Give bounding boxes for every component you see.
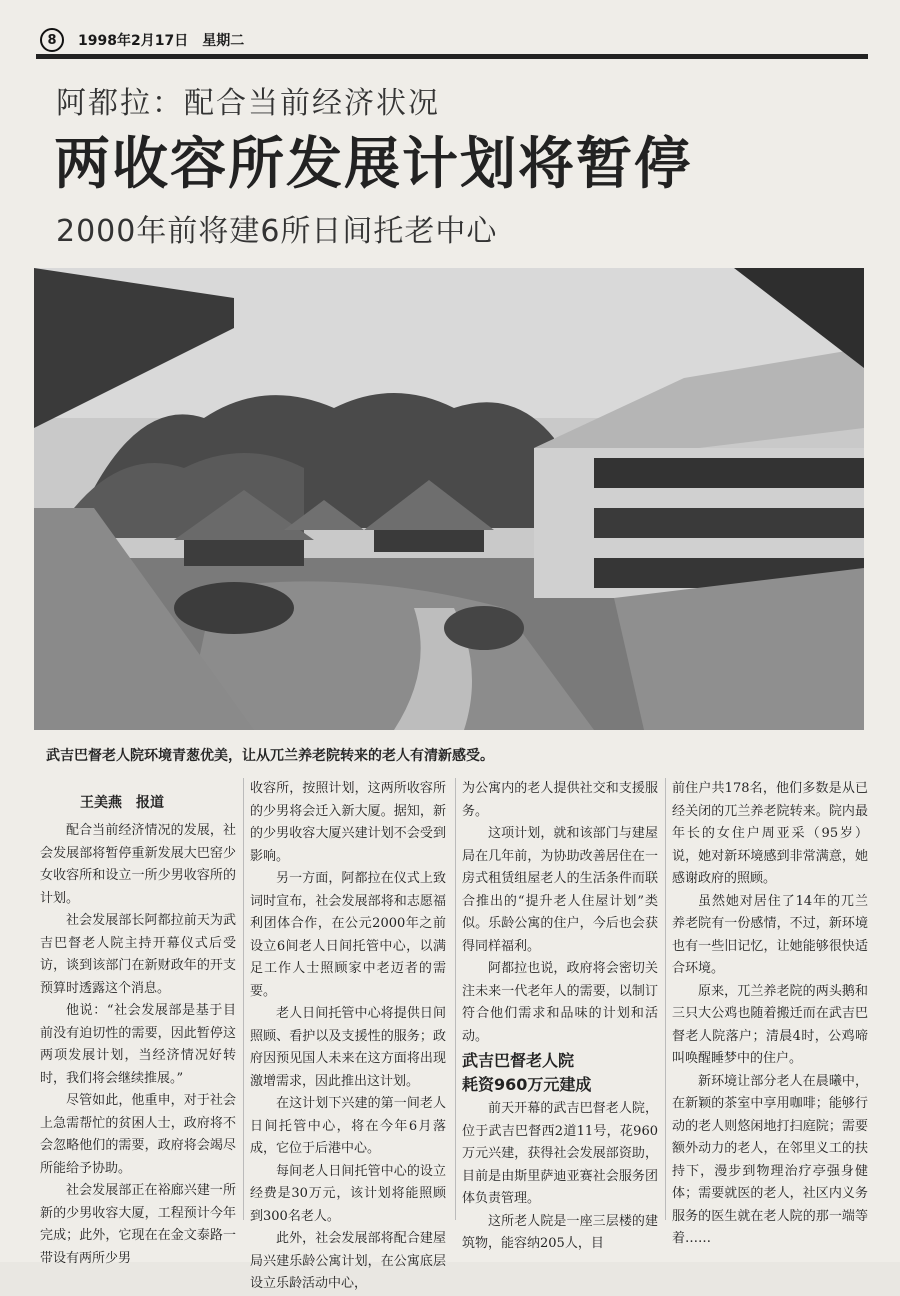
paragraph: 新环境让部分老人在晨曦中，在新颖的茶室中享用咖啡；能够行动的老人则悠闲地打扫庭院；需要额外动力的老人，在邻里义工的扶持下，漫步到物理治疗亭强身健体；需要就医的老人，社区内义务服务的医生就在老人院的那一端等着……	[672, 1073, 868, 1246]
issue-date: 1998年2月17日	[78, 33, 189, 49]
paragraph: 前住户共178名，他们多数是从已经关闭的兀兰养老院转来。院内最年长的女住户周亚采（95岁）说，她对新环境感到非常满意，她感谢政府的照顾。	[672, 781, 868, 886]
paragraph: 此外，社会发展部将配合建屋局兴建乐龄公寓计划，在公寓底层设立乐龄活动中心，	[250, 1231, 446, 1291]
paragraph: 社会发展部长阿都拉前天为武吉巴督老人院主持开幕仪式后受访，谈到该部门在新财政年的开支预算时透露这个消息。	[40, 913, 236, 996]
page-number: 8	[40, 28, 64, 52]
issue-weekday: 星期二	[202, 33, 245, 49]
article-byline: 王美燕 报道	[80, 795, 164, 811]
article-photo	[34, 268, 864, 730]
article-subheadline: 2000年前将建6所日间托老中心	[56, 214, 498, 249]
column-divider	[455, 778, 456, 1220]
column-divider	[665, 778, 666, 1220]
paragraph: 他说：“社会发展部是基于目前没有迫切性的需要，因此暂停这两项发展计划，当经济情况好转时，我们将会继续推展。”	[40, 1003, 236, 1086]
photo-illustration	[34, 268, 864, 730]
article-headline: 两收容所发展计划将暂停	[54, 132, 692, 197]
column-divider	[243, 778, 244, 1220]
paragraph: 在这计划下兴建的第一间老人日间托管中心，将在今年6月落成，它位于后港中心。	[250, 1096, 446, 1156]
article-kicker: 阿都拉：配合当前经济状况	[56, 86, 440, 121]
page-folio	[40, 28, 244, 52]
paragraph: 社会发展部正在裕廊兴建一所新的少男收容大厦，工程预计今年完成；此外，它现在在金文泰路一带设有两所少男	[40, 1183, 236, 1266]
paragraph: 这项计划，就和该部门与建屋局在几年前，为协助改善居住在一房式租赁组屋老人的生活条件而联合推出的“提升老人住屋计划”类似。乐龄公寓的住户，今后也会获得同样福利。	[462, 826, 658, 954]
paragraph: 尽管如此，他重申，对于社会上急需帮忙的贫困人士，政府将不会忽略他们的需要，政府将会竭尽所能给予协助。	[40, 1093, 236, 1176]
paragraph: 收容所，按照计划，这两所收容所的少男将会迁入新大厦。据知，新的少男收容大厦兴建计划不会受到影响。	[250, 781, 446, 864]
paragraph: 每间老人日间托管中心的设立经费是30万元，该计划将能照顾到300名老人。	[250, 1163, 446, 1224]
paragraph: 前天开幕的武吉巴督老人院，位于武吉巴督西2道11号，花960万元兴建，获得社会发展部资助，目前是由斯里萨迪亚赛社会服务团体负责管理。	[462, 1101, 658, 1206]
article-column-2	[250, 778, 446, 1296]
paragraph: 阿都拉也说，政府将会密切关注未来一代老年人的需要，以制订符合他们需求和品味的计划和活动。	[462, 961, 658, 1044]
paragraph: 老人日间托管中心将提供日间照顾、看护以及支援性的服务；政府因预见国人未来在这方面将出现激增需求，因此推出这计划。	[250, 1006, 446, 1089]
article-column-4	[672, 778, 868, 1251]
paragraph: 为公寓内的老人提供社交和支援服务。	[462, 781, 658, 819]
photo-caption: 武吉巴督老人院环境青葱优美，让从兀兰养老院转来的老人有清新感受。	[46, 748, 494, 764]
top-rule	[36, 54, 868, 59]
subsection-heading: 武吉巴督老人院	[462, 1051, 575, 1070]
article-column-3	[462, 778, 658, 1256]
article-column-1	[40, 778, 236, 1270]
subsection-heading: 耗资960万元建成	[462, 1075, 592, 1094]
paragraph: 配合当前经济情况的发展，社会发展部将暂停重新发展大巴窑少女收容所和设立一所少男收容所的计划。	[40, 823, 236, 906]
paragraph: 另一方面，阿都拉在仪式上致词时宣布，社会发展部将和志愿福利团体合作，在公元2000年之前设立6间老人日间托管中心，以满足工作人士照顾家中老迈者的需要。	[250, 871, 446, 999]
paragraph: 虽然她对居住了14年的兀兰养老院有一份感情，不过，新环境也有一些旧记忆，让她能够很快适合环境。	[672, 893, 868, 976]
paragraph: 这所老人院是一座三层楼的建筑物，能容纳205人，目	[462, 1213, 658, 1251]
paragraph: 原来，兀兰养老院的两头鹅和三只大公鸡也随着搬迁而在武吉巴督老人院落户；清晨4时，公鸡啼叫唤醒睡梦中的住户。	[672, 983, 868, 1066]
